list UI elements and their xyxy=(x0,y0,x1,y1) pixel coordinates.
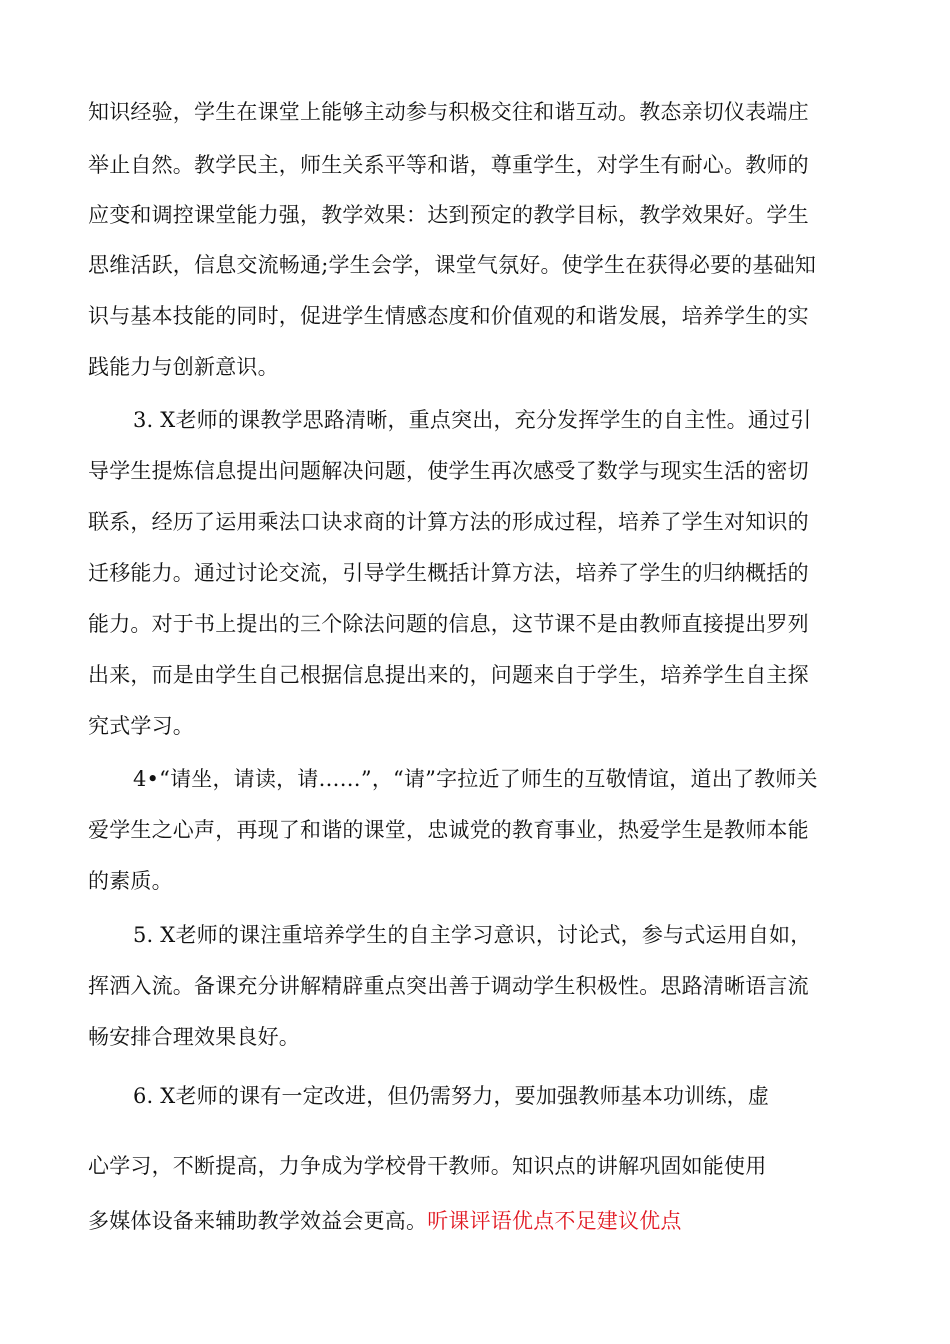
paragraph-3-line-3: 联系，经历了运用乘法口诀求商的计算方法的形成过程，培养了学生对知识的 xyxy=(88,510,809,534)
paragraph-5-line-3: 畅安排合理效果良好。 xyxy=(88,1025,300,1049)
paragraph-3-line-7: 究式学习。 xyxy=(88,714,194,738)
paragraph-6-line-3 xyxy=(88,1206,682,1236)
paragraph-3-line-6: 出来，而是由学生自己根据信息提出来的，问题来自于学生，培养学生自主探 xyxy=(88,663,809,687)
paragraph-1-line-5: 识与基本技能的同时，促进学生情感态度和价值观的和谐发展，培养学生的实 xyxy=(88,304,809,328)
paragraph-1-line-1: 知识经验，学生在课堂上能够主动参与积极交往和谐互动。教态亲切仪表端庄 xyxy=(88,100,809,124)
paragraph-4-line-1: 4•“请坐，请读，请……”，“请”字拉近了师生的互敬情谊，道出了教师关 xyxy=(133,767,818,791)
paragraph-6-line-2: 心学习，不断提高，力争成为学校骨干教师。知识点的讲解巩固如能使用 xyxy=(88,1154,767,1178)
paragraph-3-line-4: 迁移能力。通过讨论交流，引导学生概括计算方法，培养了学生的归纳概括的 xyxy=(88,561,809,585)
red-keyword-text: 听课评语优点不足建议优点 xyxy=(427,1209,682,1233)
paragraph-3-line-2: 导学生提炼信息提出问题解决问题，使学生再次感受了数学与现实生活的密切 xyxy=(88,459,809,483)
paragraph-3-line-1: 3. X老师的课教学思路清晰，重点突出，充分发挥学生的自主性。通过引 xyxy=(133,408,812,432)
paragraph-6-line-1: 6. X老师的课有一定改进，但仍需努力，要加强教师基本功训练，虚 xyxy=(133,1084,770,1108)
paragraph-1-line-4: 思维活跃，信息交流畅通;学生会学，课堂气氛好。使学生在获得必要的基础知 xyxy=(88,253,817,277)
paragraph-1-line-6: 践能力与创新意识。 xyxy=(88,355,279,379)
paragraph-4-line-3: 的素质。 xyxy=(88,869,173,893)
paragraph-3-line-5: 能力。对于书上提出的三个除法问题的信息，这节课不是由教师直接提出罗列 xyxy=(88,612,809,636)
paragraph-1-line-3: 应变和调控课堂能力强，教学效果：达到预定的教学目标，教学效果好。学生 xyxy=(88,203,809,227)
paragraph-5-line-1: 5. X老师的课注重培养学生的自主学习意识，讨论式，参与式运用自如， xyxy=(133,923,812,947)
paragraph-4-line-2: 爱学生之心声，再现了和谐的课堂，忠诚党的教育事业，热爱学生是教师本能 xyxy=(88,818,809,842)
paragraph-5-line-2: 挥洒入流。备课充分讲解精辟重点突出善于调动学生积极性。思路清晰语言流 xyxy=(88,974,809,998)
paragraph-1-line-2: 举止自然。教学民主，师生关系平等和谐，尊重学生，对学生有耐心。教师的 xyxy=(88,153,809,177)
paragraph-6-line-3-text: 多媒体设备来辅助教学效益会更高。 xyxy=(88,1209,428,1233)
